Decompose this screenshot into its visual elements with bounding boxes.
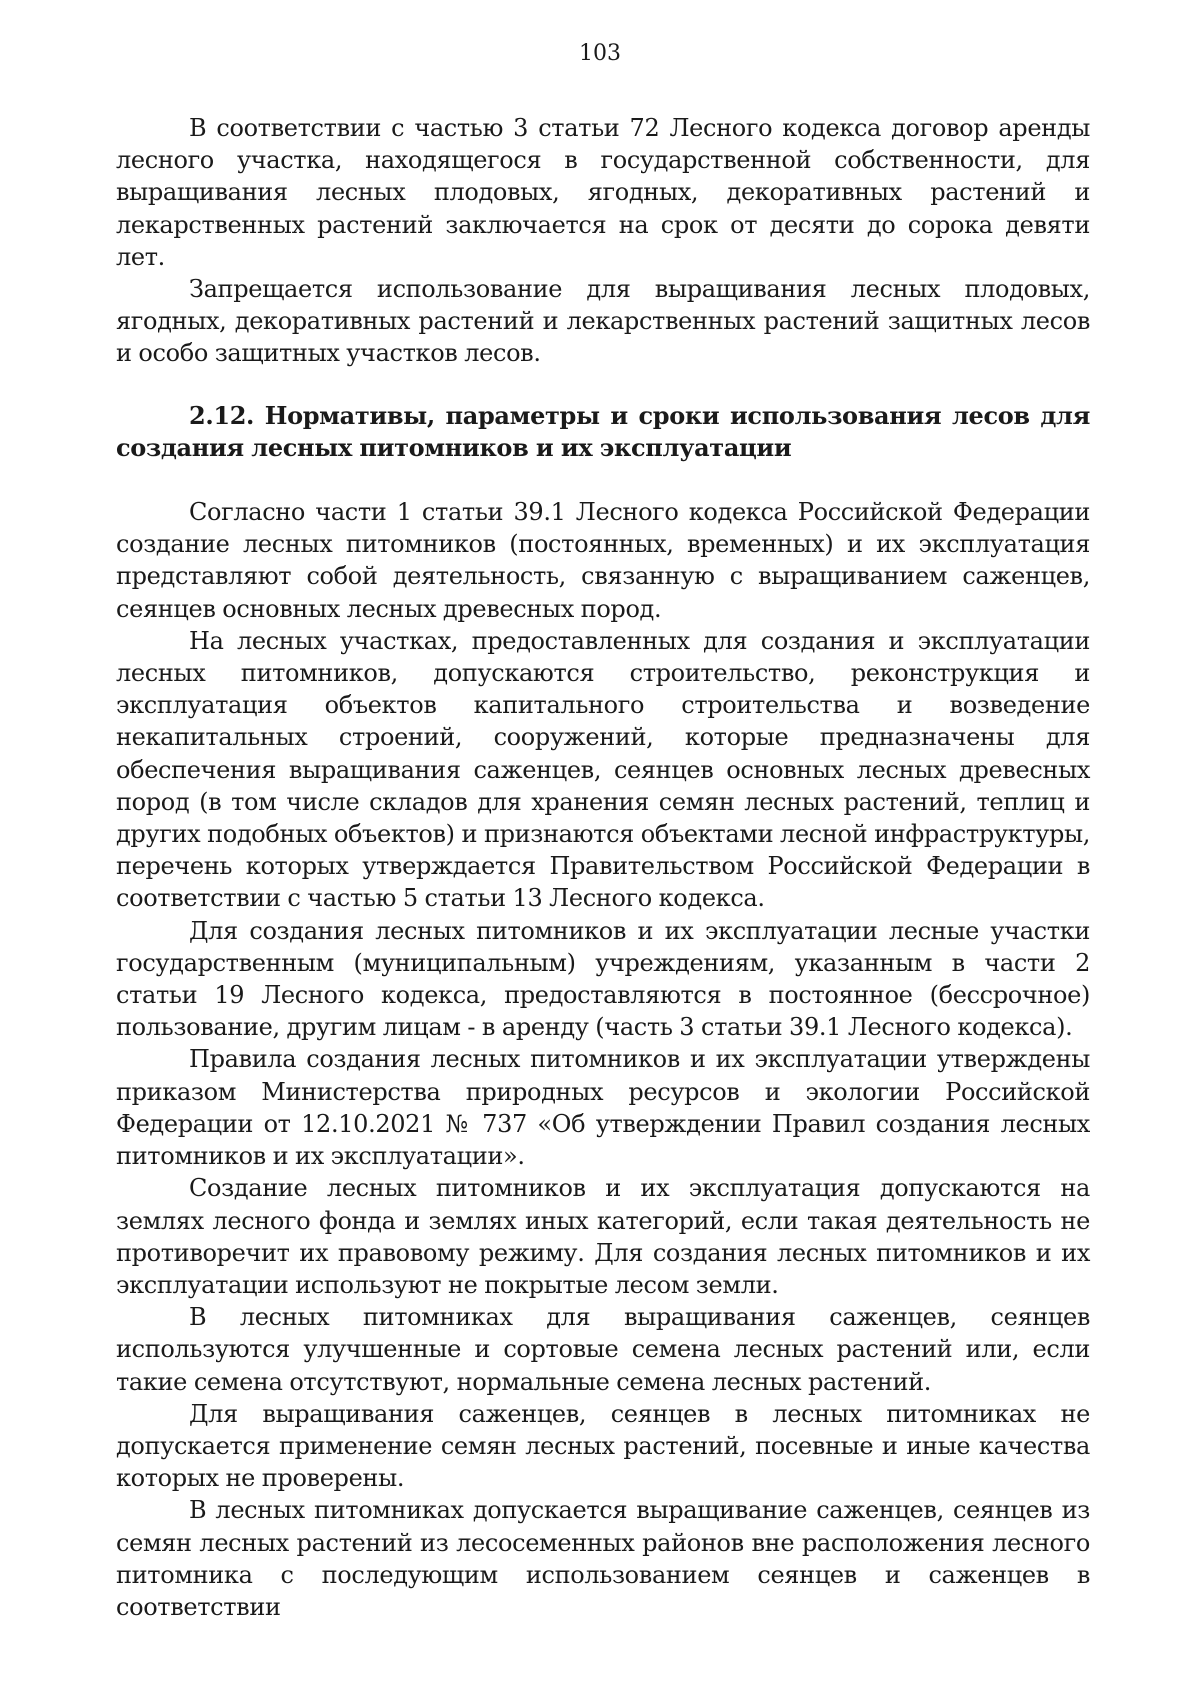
section-title: Нормативы, параметры и сроки использования лесов для создания лесных питомников и их эксплуатации (116, 400, 1090, 462)
paragraph: Запрещается использование для выращивания лесных плодовых, ягодных, декоративных растений и лекарственных растений защитных лесов и особо защитных участков лесов. (116, 275, 1090, 368)
paragraph: В соответствии с частью 3 статьи 72 Лесного кодекса договор аренды лесного участка, находящегося в государственной собственности, для выращивания лесных плодовых, ягодных, декоративных растений и лекарственных растений заключается на срок от десяти до сорока девяти лет. (116, 114, 1090, 271)
paragraph: Согласно части 1 статьи 39.1 Лесного кодекса Российской Федерации создание лесных питомников (постоянных, временных) и их эксплуатация представляют собой деятельность, связанную с выращиванием саженцев, сеянцев основных лесных древесных пород. (116, 498, 1090, 623)
section-heading (116, 400, 1090, 464)
section-number: 2.12. (189, 400, 255, 430)
document-body (116, 112, 1090, 1623)
paragraph: Для выращивания саженцев, сеянцев в лесных питомниках не допускается применение семян лесных растений, посевные и иные качества которых не проверены. (116, 1399, 1090, 1493)
paragraph: В лесных питомниках допускается выращивание саженцев, сеянцев из семян лесных растений из лесосеменных районов вне расположения лесного питомника с последующим использованием сеянцев и саженцев в соответствии (116, 1496, 1090, 1621)
paragraph: Для создания лесных питомников и их эксплуатации лесные участки государственным (муниципальным) учреждениям, указанным в части 2 статьи 19 Лесного кодекса, предоставляются в постоянное (бессрочное) пользование, другим лицам - в аренду (часть 3 статьи 39.1 Лесного кодекса). (116, 916, 1090, 1042)
paragraph: На лесных участках, предоставленных для создания и эксплуатации лесных питомников, допускаются строительство, реконструкция и эксплуатация объектов капитального строительства и возведение некапитальных строений, сооружений, которые предназначены для обеспечения выращивания саженцев, сеянцев основных лесных древесных пород (в том числе складов для хранения семян лесных растений, теплиц и других подобных объектов) и признаются объектами лесной инфраструктуры, перечень которых утверждается Правительством Российской Федерации в соответствии с частью 5 статьи 13 Лесного кодекса. (116, 626, 1090, 913)
paragraph: Правила создания лесных питомников и их эксплуатации утверждены приказом Министерства природных ресурсов и экологии Российской Федерации от 12.10.2021 № 737 «Об утверждении Правил создания лесных питомников и их эксплуатации». (116, 1045, 1090, 1171)
paragraph: Создание лесных питомников и их эксплуатация допускаются на землях лесного фонда и землях иных категорий, если такая деятельность не противоречит их правовому режиму. Для создания лесных питомников и их эксплуатации используют не покрытые лесом земли. (116, 1174, 1090, 1299)
paragraph: В лесных питомниках для выращивания саженцев, сеянцев используются улучшенные и сортовые семена лесных растений или, если такие семена отсутствуют, нормальные семена лесных растений. (116, 1303, 1090, 1396)
page-number: 103 (579, 41, 621, 66)
